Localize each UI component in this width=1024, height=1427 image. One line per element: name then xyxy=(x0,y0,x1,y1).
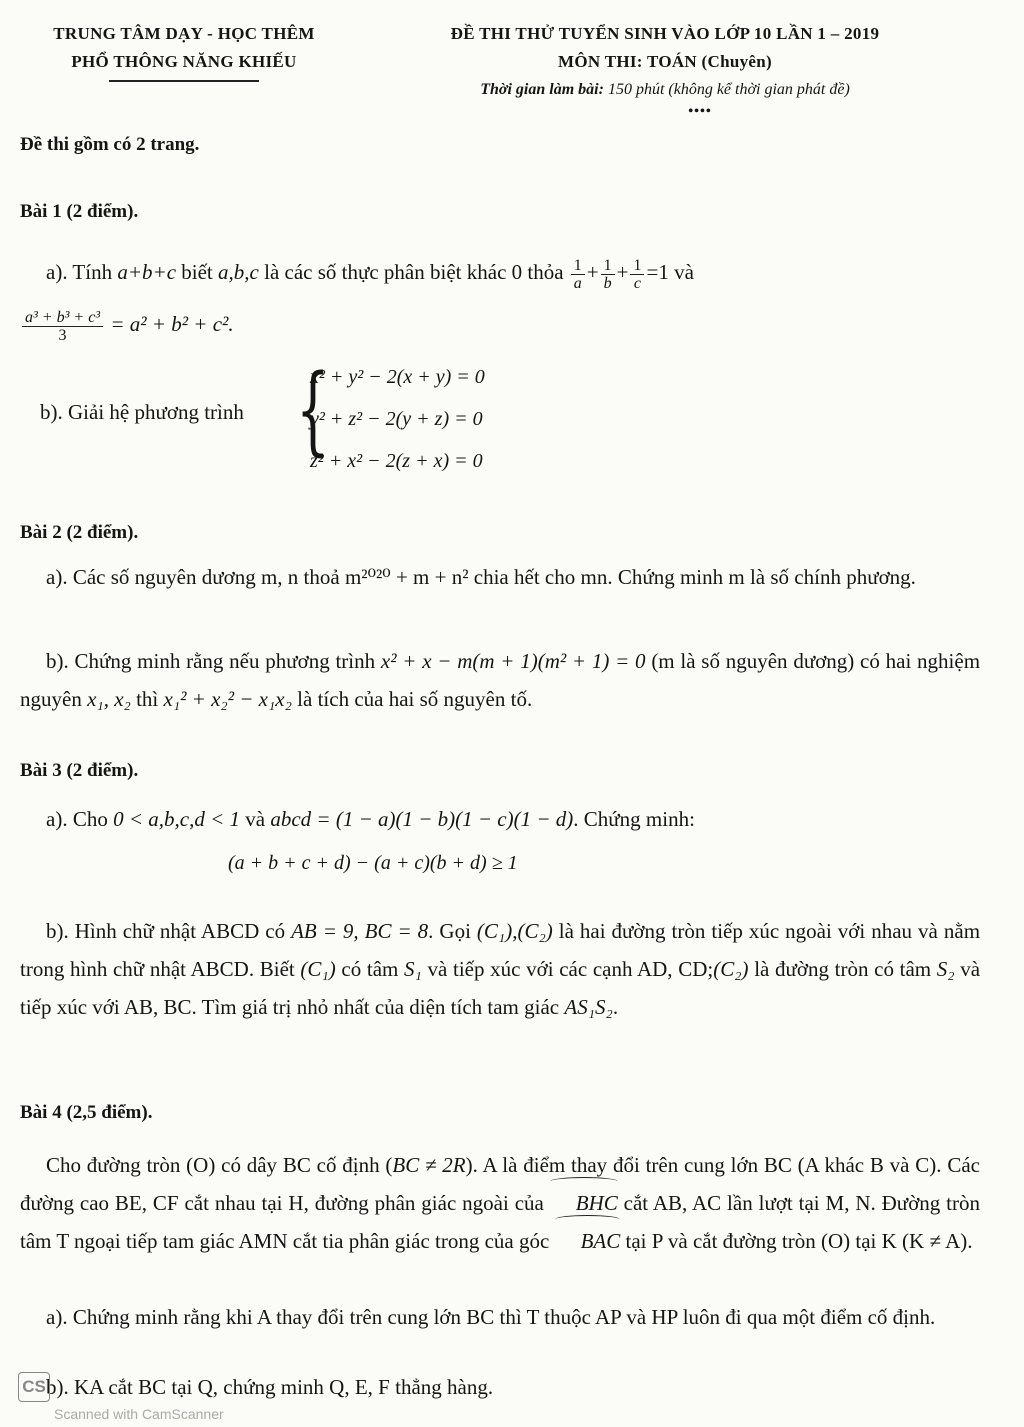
time-label: Thời gian làm bài: xyxy=(480,81,604,98)
camscanner-logo: CS xyxy=(18,1372,50,1402)
bai4-part-a: a). Chứng minh rằng khi A thay đổi trên cung lớn BC thì T thuộc AP và HP luôn đi qua một điểm cố định. xyxy=(46,1305,936,1329)
bai1-a-mid: biết xyxy=(181,260,213,284)
time-value: 150 phút (không kể thời gian phát đề) xyxy=(607,81,850,98)
bai3-title: Bài 3 (2 điểm). xyxy=(20,760,139,781)
angle-bac: BAC xyxy=(555,1222,621,1260)
exam-header xyxy=(385,20,945,120)
bai1-a-eq2: = a² + b² + c². xyxy=(110,312,234,336)
org-line-2: PHỔ THÔNG NĂNG KHIẾU xyxy=(71,52,297,71)
bai1-a-expr: a+b+c xyxy=(117,260,177,284)
bai1-a-prefix: a). Tính xyxy=(46,260,113,284)
frac-1-over-c: $\frac{1}{c}$ xyxy=(630,257,644,292)
bai3-inequality: (a + b + c + d) − (a + c)(b + d) ≥ 1 xyxy=(228,852,518,874)
bai1-a-eq1: =1 xyxy=(646,260,669,284)
bai3-part-a: a). Cho 0 < a,b,c,d < 1 và abcd = (1 − a)(1 − b)(1 − c)(1 − d). Chứng minh: xyxy=(46,807,695,831)
org-line-1: TRUNG TÂM DẠY - HỌC THÊM xyxy=(53,24,315,43)
system-eq-3: z² + x² − 2(z + x) = 0 xyxy=(310,450,483,472)
bai4-part-b: b). KA cắt BC tại Q, chứng minh Q, E, F thẳng hàng. xyxy=(46,1375,494,1399)
bai1-a-and: và xyxy=(674,260,694,284)
bai1-a-vars: a,b,c xyxy=(218,260,259,284)
bai1-a-rest: là các số thực phân biệt khác 0 thỏa xyxy=(264,260,564,284)
header-underline xyxy=(109,80,259,82)
bai2-a-expr: m²⁰²⁰ + m + n² xyxy=(344,565,469,589)
system-eq-2: y² + z² − 2(y + z) = 0 xyxy=(310,408,483,430)
bai2-b-expr: x² + x − m(m + 1)(m² + 1) = 0 xyxy=(380,649,646,673)
bai4-title: Bài 4 (2,5 điểm). xyxy=(20,1102,153,1123)
bai2-part-a: a). Các số nguyên dương m, n thoả m²⁰²⁰ + m + n² chia hết cho mn. Chứng minh m là số chính phương. xyxy=(46,565,916,589)
bai1-b-label: b). Giải hệ phương trình xyxy=(40,400,244,424)
school-header xyxy=(14,20,354,82)
exam-time xyxy=(385,76,945,104)
system-eq-1: x² + y² − 2(x + y) = 0 xyxy=(310,366,485,388)
frac-1-over-b: $\frac{1}{b}$ xyxy=(601,257,615,292)
bai4-statement: Cho đường tròn (O) có dây BC cố định (BC ≠ 2R). A là điểm thay đổi trên cung lớn BC (A khác B và C). Các đường cao BE, CF cắt nhau tại H, đường phân giác ngoài của BHC cắt AB, AC lần lượt tại M, N. Đường tròn tâm T ngoại tiếp tam giác AMN cắt tia phân giác trong của góc BAC tại P và cắt đường tròn (O) tại K (K ≠ A). xyxy=(20,1146,980,1260)
system-brace: { xyxy=(296,354,330,466)
exam-title: ĐỀ THI THỬ TUYỂN SINH VÀO LỚP 10 LẦN 1 – 2019 xyxy=(450,24,880,43)
bai1-part-a: a). Tính a+b+c biết a,b,c là các số thực phân biệt khác 0 thỏa $\frac{1}{a}$ + $\frac{1}{b}$ + $\frac{1}{c}$ =1 và $\frac{\text{a³ + b³ + c³}}{3}$ = a² + b² + c². xyxy=(20,246,980,350)
page-count-note: Đề thi gồm có 2 trang. xyxy=(20,134,200,155)
exam-subject: MÔN THI: TOÁN (Chuyên) xyxy=(558,52,772,71)
bai3-part-b: b). Hình chữ nhật ABCD có AB = 9, BC = 8. Gọi (C₁),(C₂) là hai đường tròn tiếp xúc ngoài với nhau và nằm trong hình chữ nhật ABCD. Biết (C₁) có tâm S₁ và tiếp xúc với các cạnh AD, CD;(C₂) là đường tròn có tâm S₂ và tiếp xúc với AB, BC. Tìm giá trị nhỏ nhất của diện tích tam giác AS₁S₂. xyxy=(20,919,981,1019)
camscanner-watermark: Scanned with CamScanner xyxy=(54,1406,224,1422)
bai1-title: Bài 1 (2 điểm). xyxy=(20,201,139,222)
bai2-title: Bài 2 (2 điểm). xyxy=(20,522,139,543)
angle-bhc: BHC xyxy=(550,1184,618,1222)
bai2-part-b: b). Chứng minh rằng nếu phương trình x² + x − m(m + 1)(m² + 1) = 0 (m là số nguyên dương) có hai nghiệm nguyên x₁, x₂ thì x₁² + x₂² − x₁x₂ là tích của hai số nguyên tố. xyxy=(20,649,981,711)
frac-1-over-a: $\frac{1}{a}$ xyxy=(571,257,585,292)
header-stars: •••• xyxy=(688,104,712,119)
frac-cubes-over-3: $\frac{\text{a³ + b³ + c³}}{3}$ xyxy=(22,309,103,344)
